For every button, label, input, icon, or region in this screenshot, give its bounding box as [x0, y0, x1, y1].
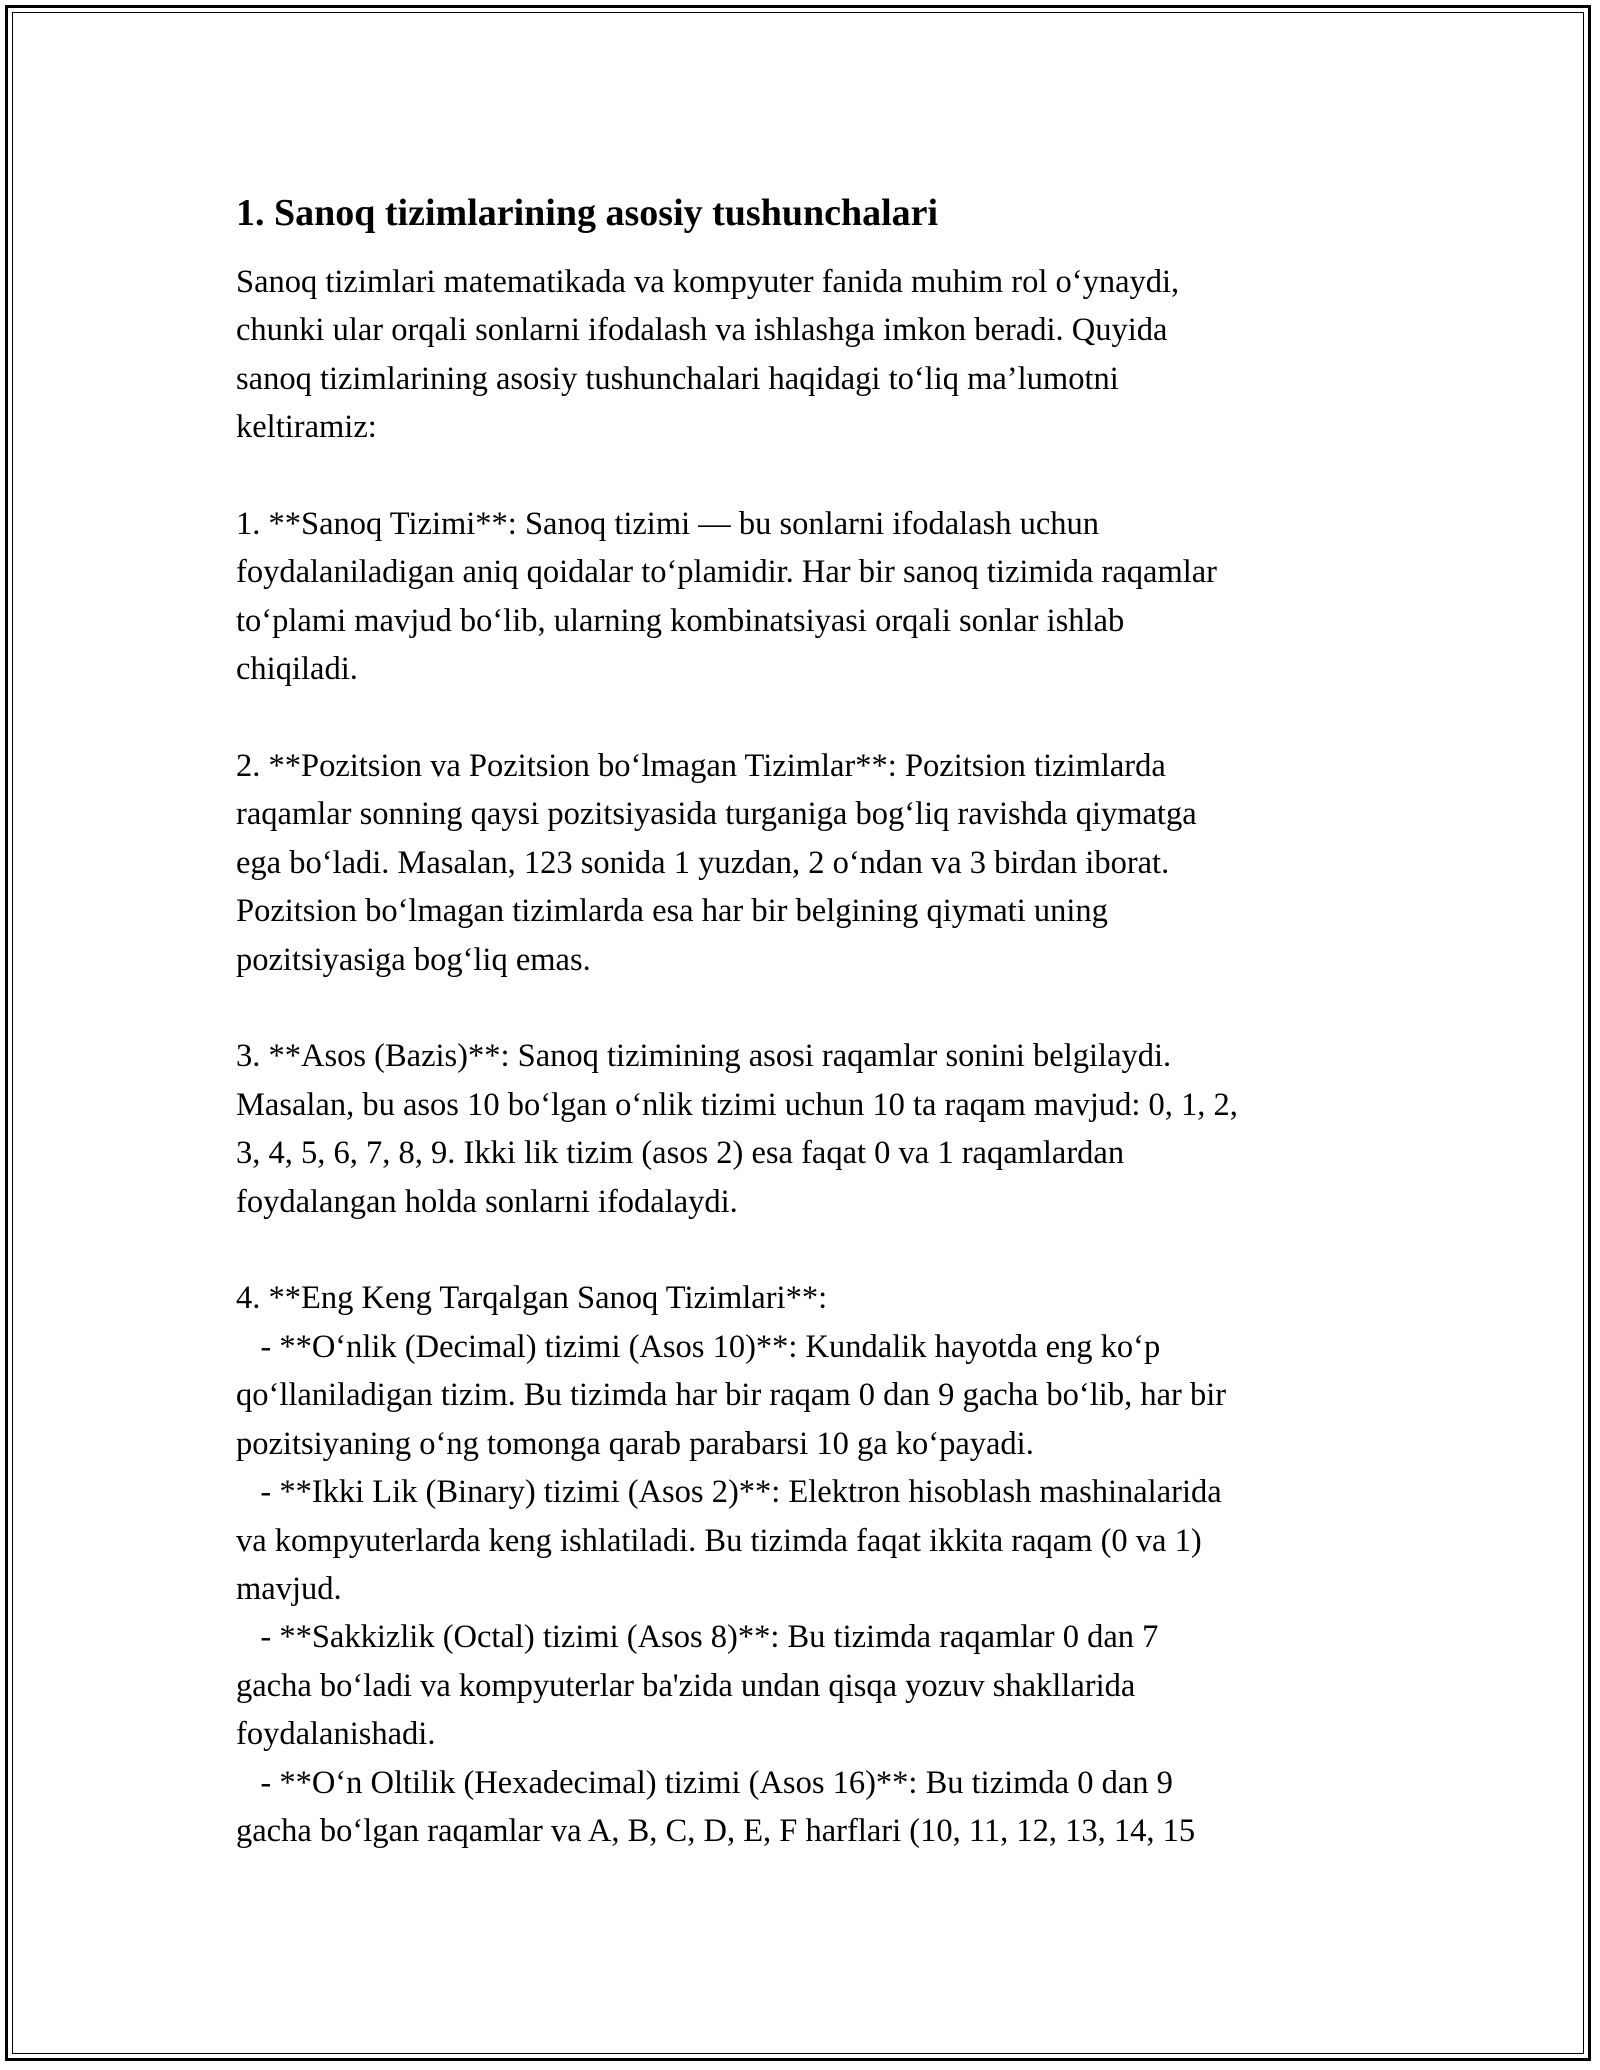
list-item-2: 2. **Pozitsion va Pozitsion bo‘lmagan Tizimlar**: Pozitsion tizimlarda raqamlar sonning qaysi pozitsiyasida turganiga bog‘liq ravishda qiymatga ega bo‘ladi. Masalan, 123 sonida 1 yuzdan, 2 o‘ndan va 3 birdan iborat. Pozitsion bo‘lmagan tizimlarda esa har bir belgining qiymati uning pozitsiyasiga bog‘liq emas.	[236, 748, 1197, 978]
list-item-1: 1. **Sanoq Tizimi**: Sanoq tizimi — bu sonlarni ifodalash uchun foydalaniladigan aniq qoidalar to‘plamidir. Har bir sanoq tizimida raqamlar to‘plami mavjud bo‘lib, ularning kombinatsiyasi orqali sonlar ishlab chiqiladi.	[236, 506, 1217, 688]
paragraph-gap	[236, 452, 1386, 500]
section-heading: 1. Sanoq tizimlarining asosiy tushunchalari	[236, 192, 939, 234]
list-item-3: 3. **Asos (Bazis)**: Sanoq tizimining asosi raqamlar sonini belgilaydi. Masalan, bu asos 10 bo‘lgan o‘nlik tizimi uchun 10 ta raqam mavjud: 0, 1, 2, 3, 4, 5, 6, 7, 8, 9. Ikki lik tizim (asos 2) esa faqat 0 va 1 raqamlardan foydalangan holda sonlarni ifodalaydi.	[236, 1038, 1238, 1220]
list-item-4: 4. **Eng Keng Tarqalgan Sanoq Tizimlari**: - **O‘nlik (Decimal) tizimi (Asos 10)**: Kundalik hayotda eng ko‘p qo‘llaniladigan tizim. Bu tizimda har bir raqam 0 dan 9 gacha bo‘lib, har bir pozitsiyaning o‘ng tomonga qarab parabarsi 10 ga ko‘payadi. - **Ikki Lik (Binary) tizimi (Asos 2)**: Elektron hisoblash mashinalarida va kompyuterlarda keng ishlatiladi. Bu tizimda faqat ikkita raqam (0 va 1) mavjud. - **Sakkizlik (Octal) tizimi (Asos 8)**: Bu tizimda raqamlar 0 dan 7 gacha bo‘ladi va kompyuterlar ba'zida undan qisqa yozuv shakllarida foydalanishadi. - **O‘n Oltilik (Hexadecimal) tizimi (Asos 16)**: Bu tizimda 0 dan 9 gacha bo‘lgan raqamlar va A, B, C, D, E, F harflari (10, 11, 12, 13, 14, 15	[236, 1280, 1227, 1849]
paragraph-gap	[236, 984, 1386, 1032]
intro-paragraph: Sanoq tizimlari matematikada va kompyuter fanida muhim rol o‘ynaydi, chunki ular orqali sonlarni ifodalash va ishlashga imkon beradi. Quyida sanoq tizimlarining asosiy tushunchalari haqidagi to‘liq ma’lumotni keltiramiz:	[236, 264, 1180, 446]
document-body	[236, 188, 1386, 1855]
paragraph-gap	[236, 694, 1386, 742]
paragraph-gap	[236, 1226, 1386, 1274]
